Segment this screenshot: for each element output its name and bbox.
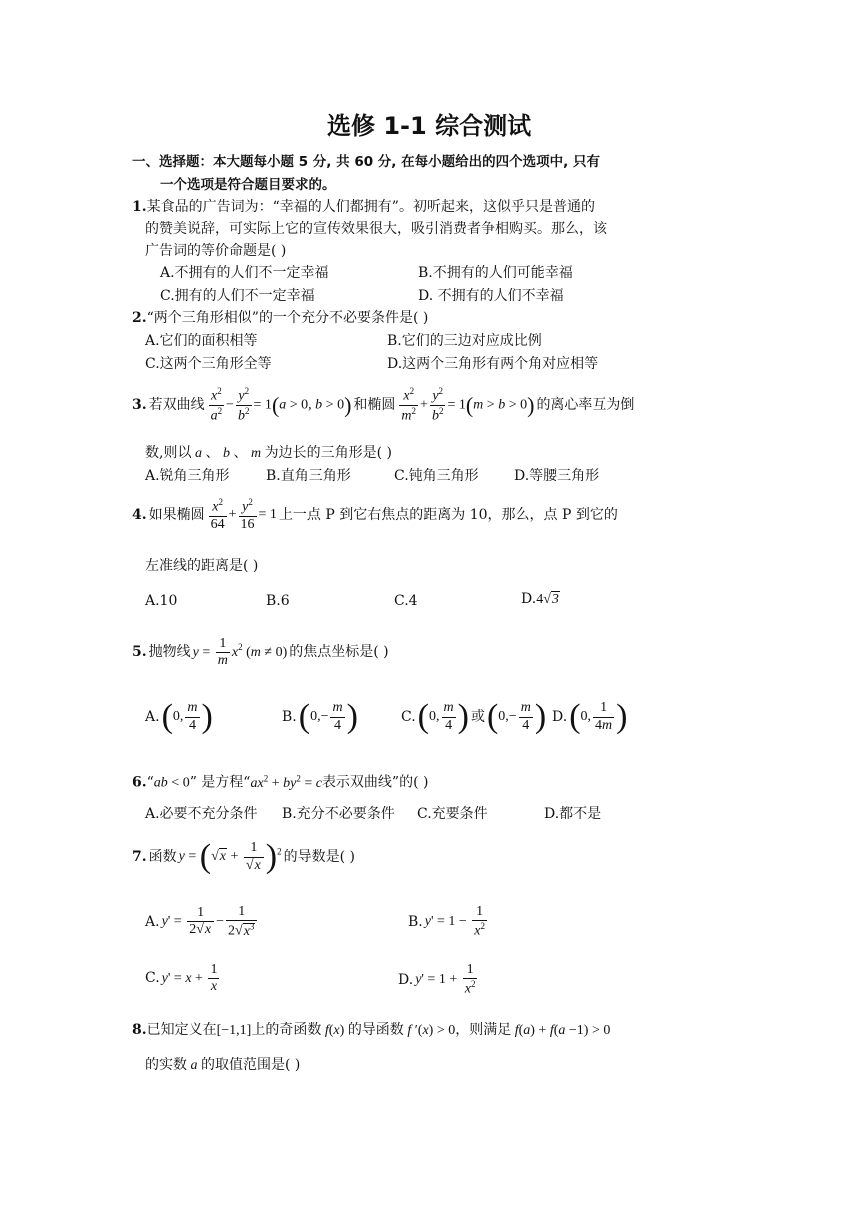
q3-post: 的离心率互为倒	[536, 396, 635, 413]
q1-line1	[132, 199, 595, 216]
q8-mid1: 上的奇函数	[251, 1022, 322, 1038]
q5-option-d-value: (0, $\frac{1}{4m}$ )	[569, 698, 628, 735]
page-title: 选修 1-1 综合测试	[327, 112, 532, 140]
q5-option-b	[282, 700, 358, 734]
q3-mid: 和椭圆	[353, 396, 396, 413]
q7-option-c-value: y' = x + $\frac{1}{x}$	[161, 962, 218, 995]
q8-variable: a	[187, 1058, 201, 1073]
q7-option-d-value: y' = 1 + $\frac{1}{x^2}$	[415, 962, 476, 997]
q4-line2: 左准线的距离是( )	[145, 558, 259, 574]
q2-option-a: A.它们的面积相等	[145, 333, 258, 349]
q8-mid2: 的导函数	[347, 1022, 404, 1038]
q1-stem-2: 的赞美说辞，可实际上它的宣传效果很大，吸引消费者争相购买。那么，该	[145, 221, 607, 237]
q1-option-d: D. 不拥有的人们不幸福	[418, 288, 564, 304]
q8-interval: [−1,1]	[216, 1023, 252, 1038]
q5-parabola-equation: y = $\frac{1}{m}$ $x^2$ (m ≠ 0)	[192, 636, 288, 669]
q5-option-c-or: 或	[470, 708, 485, 725]
q3-option-b: B.直角三角形	[266, 468, 351, 484]
q4-option-c: C.4	[394, 593, 418, 609]
q3-ellipse-equation: $\frac{x^2}{m^2}$ + $\frac{y^2}{b^2}$ = 1(m > b > 0)	[401, 386, 535, 424]
q6-equation: $ax^2 + by^2 = c$	[250, 773, 322, 791]
q8-line2	[145, 1057, 300, 1075]
q3-variables: a 、 b 、 m	[191, 446, 265, 461]
q7-number: 7.	[132, 848, 147, 865]
q5-option-c-value2: (0,− $\frac{m}{4}$ )	[486, 698, 547, 735]
q4-ellipse-equation: $\frac{x^2}{64}$ + $\frac{y^2}{16}$ = 1	[210, 497, 277, 532]
q7-option-b-value: y' = 1 − $\frac{1}{x^2}$	[424, 904, 486, 939]
q2-line1	[132, 310, 428, 327]
q5-option-c-value1: (0, $\frac{m}{4}$ )	[417, 698, 469, 735]
q6-condition: ab < 0	[153, 775, 190, 791]
q6-text1: “	[146, 774, 154, 791]
q5-number: 5.	[132, 644, 147, 661]
q1-option-b: B.不拥有的人们可能幸福	[418, 265, 573, 281]
q4-post: 上一点 P 到它右焦点的距离为 10，那么，点 P 到它的	[278, 506, 618, 523]
q4-option-d	[521, 591, 560, 609]
q7-function: y = (√x + $\frac{1}{√x}$ )$^2$	[178, 838, 282, 875]
q7-option-c	[145, 962, 221, 995]
q6-text2: ” 是方程“	[189, 774, 251, 791]
q4-option-d-label: D.	[521, 591, 537, 607]
q6-text3: 表示双曲线”的( )	[321, 774, 429, 791]
q4-number: 4.	[132, 506, 147, 523]
section-heading-cont: 一个选项是符合题目要求的。	[160, 177, 336, 193]
q5-line1	[132, 636, 389, 669]
q6-option-b: B.充分不必要条件	[282, 806, 395, 822]
q3-hyperbola-equation: $\frac{x^2}{a^2}$ − $\frac{y^2}{b^2}$ = 1(a > 0, b > 0)	[210, 386, 352, 424]
q4-pre: 如果椭圆	[148, 506, 205, 523]
q3-option-a: A.锐角三角形	[145, 468, 230, 484]
q5-option-c	[401, 700, 546, 734]
q6-option-c: C.充要条件	[417, 806, 488, 822]
q5-option-d-label: D.	[552, 708, 568, 725]
q1-option-c: C.拥有的人们不一定幸福	[160, 288, 315, 304]
q2-option-c: C.这两个三角形全等	[145, 356, 272, 372]
q3-line1	[132, 386, 634, 425]
q5-option-a-value: (0, $\frac{m}{4}$ )	[161, 698, 213, 735]
q3-number: 3.	[132, 396, 147, 413]
q8-line2-post: 的取值范围是( )	[201, 1057, 301, 1073]
q2-number: 2.	[132, 310, 147, 326]
q4-option-a: A.10	[145, 593, 178, 609]
q5-option-c-label: C.	[401, 708, 416, 725]
q7-line1	[132, 840, 355, 874]
q8-line2-pre: 的实数	[145, 1057, 187, 1073]
q2-option-d: D.这两个三角形有两个角对应相等	[387, 356, 599, 372]
q6-option-a: A.必要不充分条件	[145, 806, 258, 822]
section-heading: 一、选择题：本大题每小题 5 分, 共 60 分, 在每小题给出的四个选项中, 只有	[132, 154, 600, 170]
q7-option-c-label: C.	[145, 970, 160, 987]
q3-pre: 若双曲线	[148, 396, 205, 413]
q5-pre: 抛物线	[148, 644, 191, 661]
q8-line1	[132, 1022, 610, 1040]
q8-pre: 已知定义在	[146, 1022, 217, 1038]
q7-post: 的导数是( )	[283, 848, 355, 865]
q5-option-b-label: B.	[282, 708, 297, 725]
q7-option-a-value: y' = $\frac{1}{2√x}$ − $\frac{1}{2√x^3}$	[162, 904, 260, 940]
q6-line1	[132, 773, 428, 792]
q5-option-b-value: (0,− $\frac{m}{4}$ )	[298, 698, 358, 735]
q7-pre: 函数	[148, 848, 177, 865]
q7-option-b	[408, 904, 489, 940]
q6-option-d: D.都不是	[544, 806, 602, 822]
q3-line2-post: 为边长的三角形是( )	[264, 445, 392, 461]
q7-option-b-label: B.	[408, 913, 423, 930]
q4-option-d-value: 4√3	[536, 592, 559, 607]
q8-mid3: ，则满足	[455, 1022, 512, 1038]
q1-number: 1.	[132, 199, 147, 215]
q7-option-d-label: D.	[398, 971, 414, 988]
q5-option-d	[552, 700, 627, 734]
q8-inequality: f(a) + f(a −1) > 0	[511, 1023, 611, 1038]
q7-option-a	[145, 904, 259, 940]
q1-option-a: A.不拥有的人们不一定幸福	[160, 265, 329, 281]
q7-option-a-label: A.	[145, 913, 160, 930]
q5-option-a	[145, 700, 213, 734]
q6-number: 6.	[132, 774, 147, 791]
q7-option-d	[398, 962, 479, 998]
q5-option-a-label: A.	[145, 708, 160, 725]
q3-line2	[145, 445, 392, 463]
q2-stem: “两个三角形相似”的一个充分不必要条件是( )	[146, 310, 429, 326]
q3-option-d: D.等腰三角形	[514, 468, 600, 484]
q1-stem-1: 某食品的广告词为：“幸福的人们都拥有”。初听起来，这似乎只是普通的	[146, 199, 595, 215]
q8-number: 8.	[132, 1022, 147, 1038]
q3-line2-pre: 数,则以	[145, 445, 192, 461]
q8-derivative: f ′(x) > 0	[403, 1023, 456, 1038]
q4-option-b: B.6	[266, 593, 290, 609]
q4-line1	[132, 497, 618, 533]
q8-fx: f(x)	[321, 1023, 345, 1038]
q1-stem-3: 广告词的等价命题是( )	[145, 243, 287, 259]
q2-option-b: B.它们的三边对应成比例	[387, 333, 542, 349]
q3-option-c: C.钝角三角形	[394, 468, 479, 484]
q5-post: 的焦点坐标是( )	[289, 644, 389, 661]
